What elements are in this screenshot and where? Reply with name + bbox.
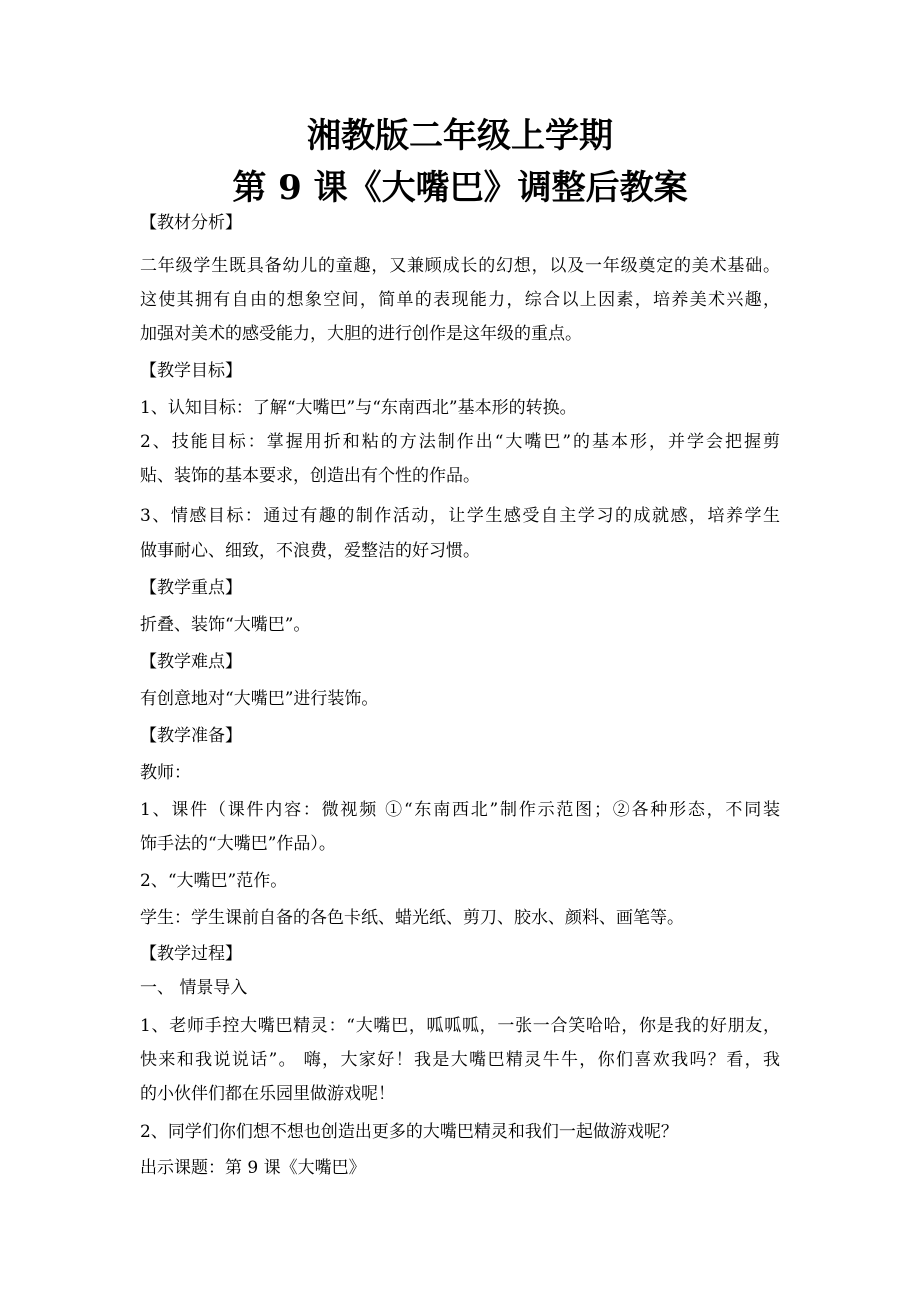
document-subtitle: 第 9 课《大嘴巴》调整后教案	[232, 168, 688, 208]
paragraph-line: 有创意地对“大嘴巴”进行装饰。	[140, 689, 379, 709]
paragraph-line: 2、“大嘴巴”范作。	[140, 871, 288, 891]
paragraph-line: 的小伙伴们都在乐园里做游戏呢！	[140, 1084, 395, 1104]
paragraph-line: 一、 情景导入	[140, 978, 248, 998]
section-heading-textbook-analysis: 【教材分析】	[140, 213, 242, 233]
paragraph-line: 2、技能目标：掌握用折和粘的方法制作出“大嘴巴”的基本形，并学会把握剪	[140, 432, 780, 452]
paragraph-line: 这使其拥有自由的想象空间，简单的表现能力，综合以上因素，培养美术兴趣，	[140, 290, 780, 310]
paragraph-line: 二年级学生既具备幼儿的童趣，又兼顾成长的幻想，以及一年级奠定的美术基础。	[140, 256, 780, 276]
paragraph-line: 折叠、装饰“大嘴巴”。	[140, 615, 311, 635]
paragraph-line: 饰手法的“大嘴巴”作品）。	[140, 834, 336, 854]
paragraph-line: 出示课题：第 9 课《大嘴巴》	[140, 1158, 366, 1178]
paragraph-line: 3、情感目标：通过有趣的制作活动，让学生感受自主学习的成就感，培养学生	[140, 506, 780, 526]
paragraph-line: 教师：	[140, 763, 191, 783]
section-heading-difficulties: 【教学难点】	[140, 652, 242, 672]
section-heading-teaching-process: 【教学过程】	[140, 944, 242, 964]
paragraph-line: 1、老师手控大嘴巴精灵：“大嘴巴，呱呱呱，一张一合笑哈哈，你是我的好朋友，	[140, 1016, 780, 1036]
paragraph-line: 1、课件（课件内容：微视频 ①“东南西北”制作示范图；②各种形态，不同装	[140, 800, 780, 820]
paragraph-line: 学生：学生课前自备的各色卡纸、蜡光纸、剪刀、胶水、颜料、画笔等。	[140, 908, 684, 928]
paragraph-line: 1、认知目标：了解“大嘴巴”与“东南西北”基本形的转换。	[140, 398, 577, 418]
paragraph-line: 贴、装饰的基本要求，创造出有个性的作品。	[140, 466, 480, 486]
section-heading-preparation: 【教学准备】	[140, 726, 242, 746]
paragraph-line: 快来和我说说话”。 嗨，大家好！我是大嘴巴精灵牛牛，你们喜欢我吗？看，我	[140, 1050, 780, 1070]
paragraph-line: 2、同学们你们想不想也创造出更多的大嘴巴精灵和我们一起做游戏呢？	[140, 1122, 678, 1142]
section-heading-teaching-goals: 【教学目标】	[140, 361, 242, 381]
section-heading-key-points: 【教学重点】	[140, 578, 242, 598]
paragraph-line: 加强对美术的感受能力，大胆的进行创作是这年级的重点。	[140, 324, 582, 344]
document-title: 湘教版二年级上学期	[307, 116, 613, 156]
paragraph-line: 做事耐心、细致，不浪费，爱整洁的好习惯。	[140, 541, 480, 561]
